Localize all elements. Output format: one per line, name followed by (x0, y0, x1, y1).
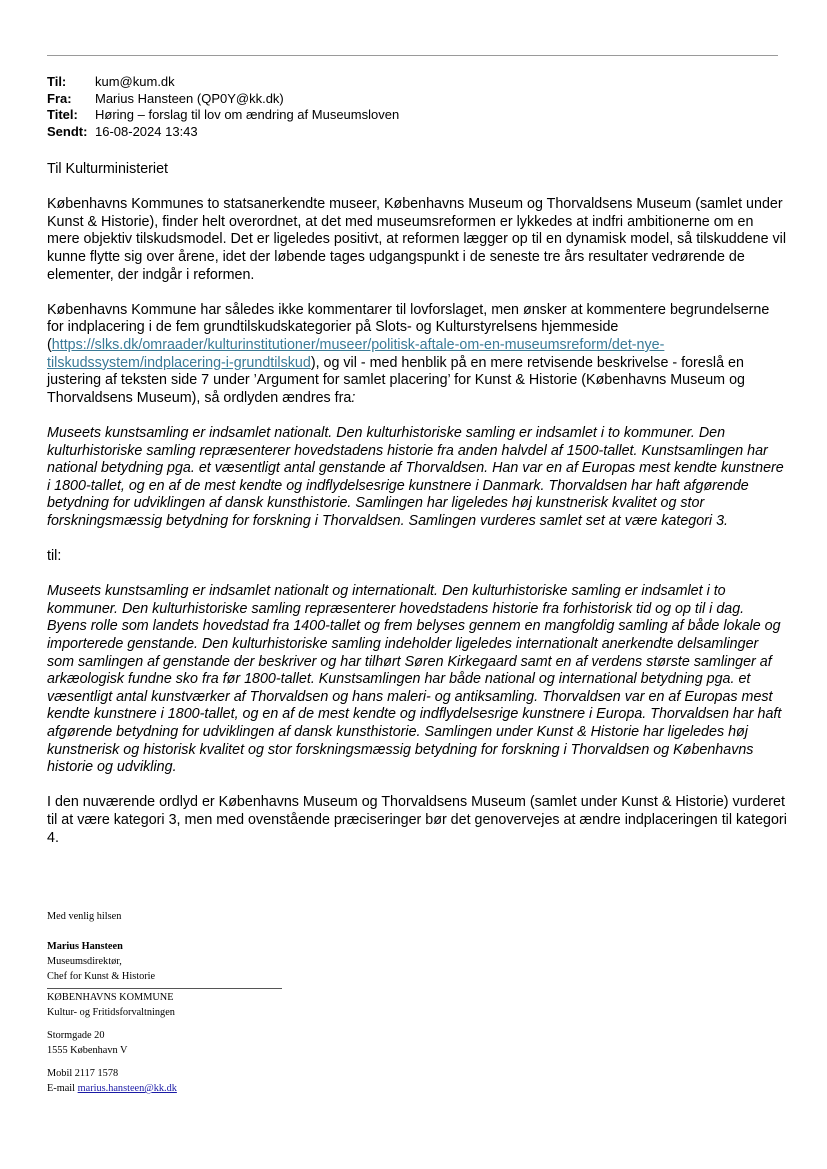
header-sent-row (47, 124, 399, 141)
quote-current-wording: Museets kunstsamling er indsamlet nationalt. Den kulturhistoriske samling er indsamlet i to kommuner. Den kulturhistoriske samling repræsenterer hovedstadens historie fra anden halvdel af 1500-tallet. Kunstsamlingen har national betydning pga. et væsentligt antal genstande af Thorvaldsen. Han var en af Europas mest kendte kunstnere i 1800-tallet, og en af de mest kendte og indflydelsesrige kunstnere i Danmark. Thorvaldsen har haft afgørende betydning for udviklingen af dansk kunsthistorie. Samlingen har ligeledes høj kunstnerisk kvalitet og stor forskningsmæssig betydning for forskning i Thorvaldsen. Samlingen vurderes samlet set at være kategori 3. (47, 424, 784, 529)
proposal-colon: : (351, 389, 356, 406)
proposal-text-after: ), og vil - med henblik på en mere retvisende beskrivelse - foreslå en justering af teksten side 7 under ’Argument for samlet placering’ for Kunst & Historie (Københavns Museum og Thorvaldsens Museum), så ordlyden ændres fra (47, 354, 745, 406)
closing: Med venlig hilsen (47, 911, 122, 922)
signer-role: Chef for Kunst & Historie (47, 971, 156, 982)
quote-new-wording: Museets kunstsamling er indsamlet nationalt og internationalt. Den kulturhistoriske samling er indsamlet i to kommuner. Den kulturhistoriske samling repræsenterer hovedstadens historie fra forhistorisk tid og op til i dag. Byens rolle som landets hovedstad fra 1400-tallet og frem belyses gennem en mangfoldig samling af både lokale og importerede genstande. Den kulturhistoriske samling indeholder ligeledes internationalt anerkendte delsamlinger som samlingen af genstande der beskriver og har tilhørt Søren Kirkegaard samt en af verdens største samlinger af arkæologisk fundne sko fra før 1800-tallet. Kunstsamlingen har både national og international betydning pga. et væsentligt antal kunstværker af Thorvaldsen og hans maleri- og antiksamling. Thorvaldsen var en af Europas mest kendte kunstnere i 1800-tallet, og en af de mest kendte og indflydelsesrige kunstnere i Europa. Thorvaldsen har haft afgørende betydning for udviklingen af dansk kunsthistorie. Samlingen under Kunst & Historie har ligeledes høj kunstnerisk og historisk kvalitet og stor forskningsmæssig betydning for forskning i Thorvaldsen og Københavns historie og udvikling. (47, 583, 782, 776)
email-header (47, 74, 399, 140)
email-label: E-mail (47, 1083, 78, 1094)
paragraph-conclusion: I den nuværende ordlyd er Københavns Museum og Thorvaldsens Museum (samlet under Kunst & Historie) vurderet til at være kategori 3, men med ovenstående præciseringer bør det genovervejes at ændre indplaceringen til kategori 4. (47, 794, 787, 846)
top-divider (47, 55, 778, 56)
sent-value: 16-08-2024 13:43 (95, 123, 198, 139)
organization: KØBENHAVNS KOMMUNE (47, 992, 174, 1003)
signature-divider (47, 988, 282, 989)
address-city: 1555 København V (47, 1045, 128, 1056)
subject-label: Titel: (47, 107, 78, 122)
to-label: Til: (47, 74, 67, 89)
signer-name: Marius Hansteen (47, 941, 123, 952)
from-label: Fra: (47, 90, 72, 106)
slks-link[interactable]: https://slks.dk/omraader/kulturinstitutioner/museer/politisk-aftale-om-en-museumsreform/det-nye-tilskudssystem/indplacering-i-grundtilskud (47, 336, 665, 371)
subject-value: Høring – forslag til lov om ændring af Museumsloven (95, 107, 400, 122)
email-line (47, 1081, 282, 1096)
email-link[interactable]: marius.hansteen@kk.dk (77, 1083, 177, 1094)
til-label: til: (47, 548, 62, 565)
header-subject-row (47, 107, 399, 124)
email-body (47, 161, 787, 847)
paragraph-proposal (47, 302, 787, 408)
to-value: kum@kum.dk (95, 74, 175, 89)
header-from-row (47, 91, 399, 108)
address-street: Stormgade 20 (47, 1030, 105, 1041)
salutation: Til Kulturministeriet (47, 161, 169, 177)
mobile-number: Mobil 2117 1578 (47, 1068, 119, 1079)
proposal-text-before: Københavns Kommune har således ikke kommentarer til lovforslaget, men ønsker at kommentere begrundelserne for indplacering i de fem grundtilskudskategorier på Slots- og Kulturstyrelsens hjemmeside ( (47, 301, 770, 353)
email-signature (47, 909, 282, 1096)
sent-label: Sendt: (47, 123, 88, 139)
paragraph-intro: Københavns Kommunes to statsanerkendte museer, Københavns Museum og Thorvaldsens Museum (samlet under Kunst & Historie), finder helt overordnet, at det med museumsreformen er lykkedes at indfri ambitionerne om en mere objektiv tilskudsmodel. Det er ligeledes positivt, at reformen lægger op til en dynamisk model, så tilskuddene vil kunne flytte sig over årene, idet der løbende tages udgangspunkt i de seneste tre års resultater vedrørende de elementer, der indgår i reformen. (47, 196, 787, 283)
from-value: Marius Hansteen (QP0Y@kk.dk) (95, 90, 284, 106)
signer-title: Museumsdirektør, (47, 956, 122, 967)
header-to-row (47, 74, 399, 91)
department: Kultur- og Fritidsforvaltningen (47, 1007, 175, 1018)
